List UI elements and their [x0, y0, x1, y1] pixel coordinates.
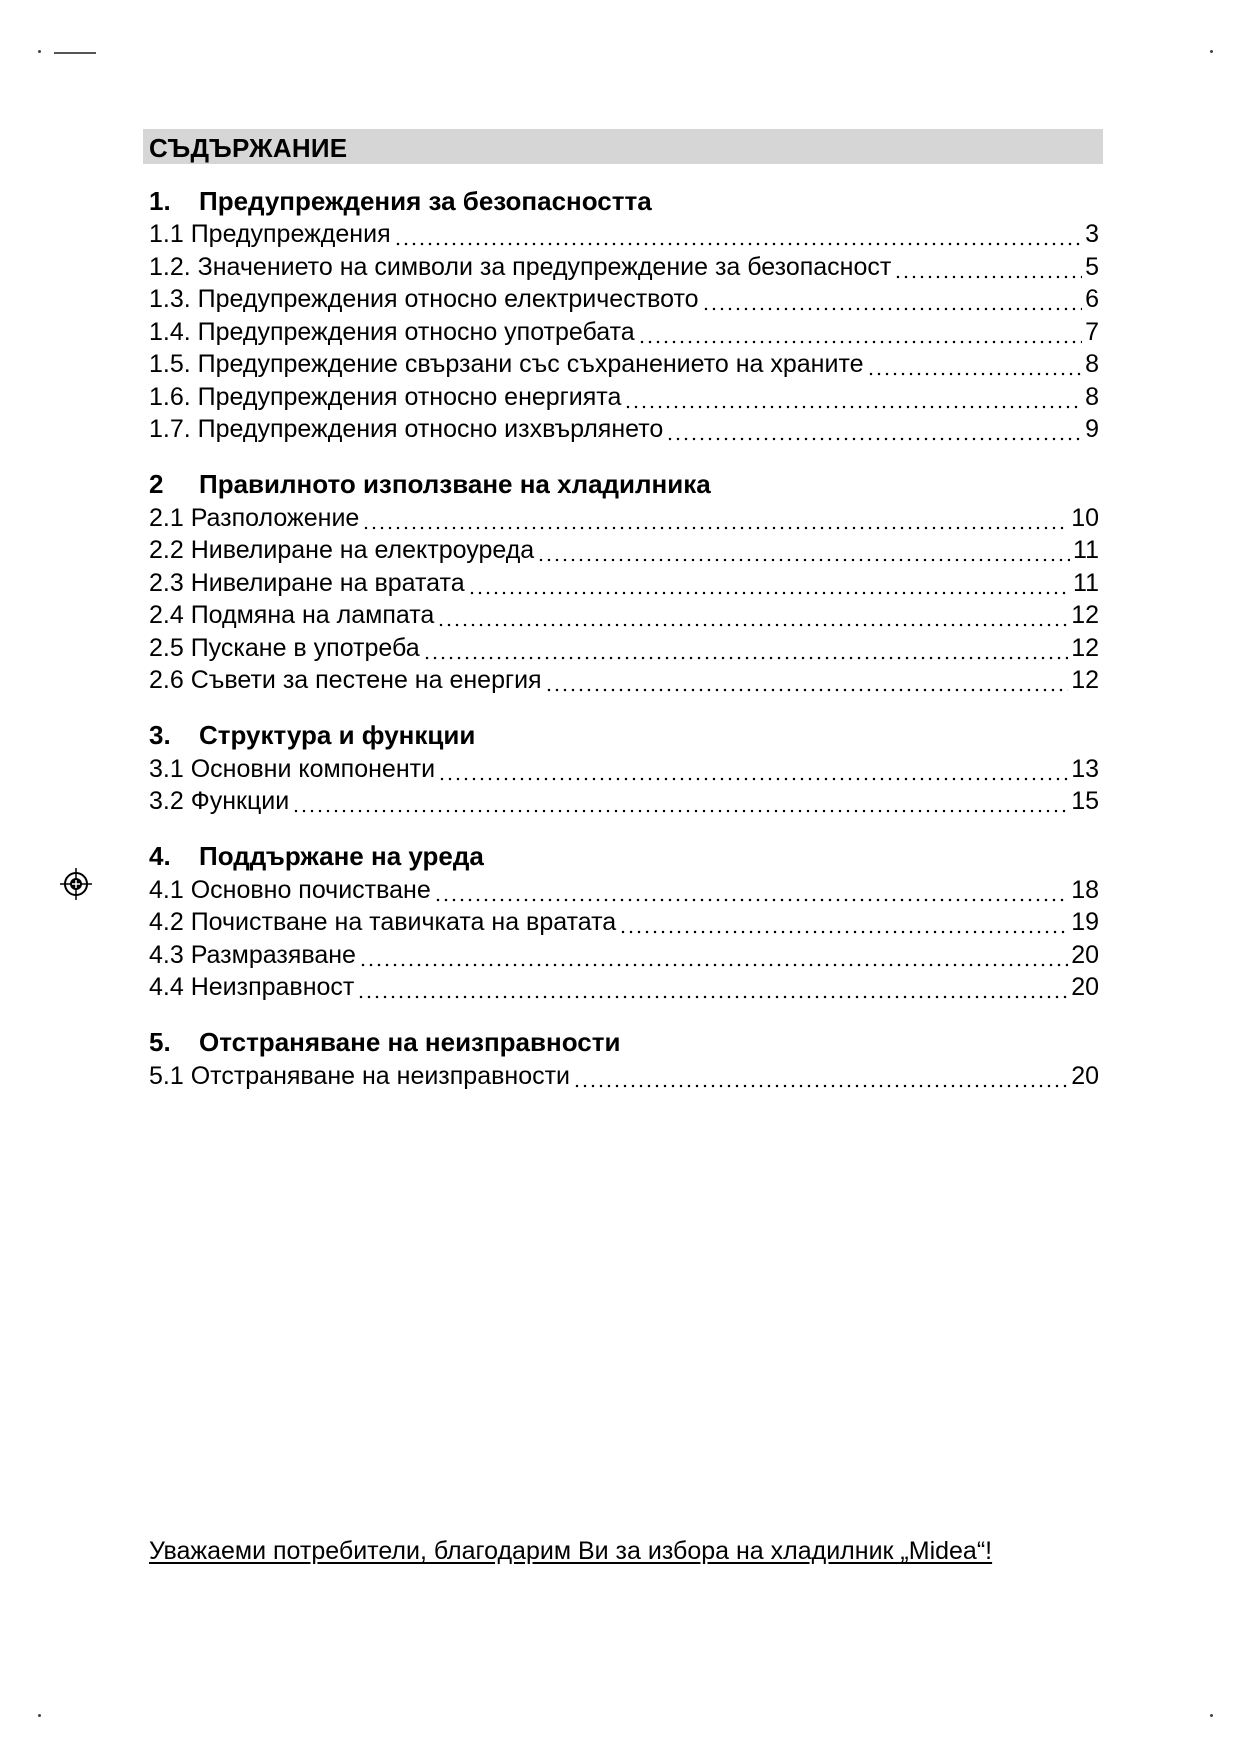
dot-leader	[292, 785, 1068, 818]
entry-page-number: 12	[1071, 633, 1099, 662]
crop-dot	[38, 1714, 41, 1717]
entry-page-number: 10	[1071, 503, 1099, 532]
section-number: 5.	[149, 1027, 171, 1057]
dot-leader	[438, 753, 1068, 786]
section-title	[149, 184, 1099, 218]
entry-page-number: 6	[1085, 285, 1099, 313]
entry-page-number: 7	[1085, 317, 1099, 346]
entry-label: 1.3. Предупреждения относно електричеството	[149, 285, 699, 313]
footer-greeting: Уважаеми потребители, благодарим Ви за избора на хладилник „Midea“!	[149, 1537, 993, 1565]
entry-label: 1.4. Предупреждения относно употребата	[149, 317, 635, 346]
section-title-text: Структура и функции	[199, 720, 476, 750]
entry-label: 3.1 Основни компоненти	[149, 754, 436, 783]
entry-label: 1.5. Предупреждение свързани със съхранението на храните	[149, 350, 864, 378]
entry-label: 2.2 Нивелиране на електроуреда	[149, 536, 535, 564]
toc-entry	[149, 348, 1099, 381]
toc-entry	[149, 534, 1099, 567]
toc-entry	[149, 218, 1099, 251]
dot-leader	[867, 348, 1083, 381]
dot-leader	[468, 567, 1070, 600]
toc-entry	[149, 283, 1099, 316]
section-title-text: Поддържане на уреда	[199, 841, 484, 871]
section-title-text: Правилното използване на хладилника	[199, 469, 711, 499]
section-number: 1.	[149, 185, 171, 216]
section-title-text: Отстраняване на неизправности	[199, 1027, 621, 1057]
crop-dot	[1210, 50, 1213, 53]
toc-entry	[149, 567, 1099, 600]
dot-leader	[362, 502, 1068, 535]
toc-entry	[149, 906, 1099, 939]
entry-page-number: 5	[1085, 252, 1099, 281]
toc-entry	[149, 939, 1099, 972]
toc-entry	[149, 785, 1099, 818]
toc-entry	[149, 316, 1099, 349]
dot-leader	[666, 413, 1082, 446]
dot-leader	[394, 218, 1082, 251]
toc-entry	[149, 664, 1099, 697]
section-number: 4.	[149, 841, 171, 871]
toc-entry	[149, 753, 1099, 786]
entry-label: 4.1 Основно почистване	[149, 875, 431, 904]
toc-section	[149, 719, 1099, 818]
dot-leader	[702, 283, 1083, 316]
entry-label: 2.3 Нивелиране на вратата	[149, 568, 465, 597]
entry-label: 2.1 Разположение	[149, 503, 360, 532]
entry-label: 2.5 Пускане в употреба	[149, 633, 420, 662]
entry-page-number: 18	[1071, 875, 1099, 904]
dot-leader	[434, 874, 1068, 907]
section-title	[149, 719, 1099, 753]
toc-entry	[149, 1060, 1099, 1093]
toc-entry	[149, 632, 1099, 665]
dot-leader	[619, 906, 1068, 939]
toc-section	[149, 468, 1099, 697]
entry-label: 2.4 Подмяна на лампата	[149, 601, 435, 629]
section-title-text: Предупреждения за безопасността	[199, 185, 652, 216]
toc-section	[149, 184, 1099, 446]
entry-page-number: 3	[1085, 220, 1099, 248]
dot-leader	[357, 971, 1068, 1004]
dot-leader	[624, 381, 1082, 414]
section-number: 2	[149, 469, 164, 499]
entry-label: 5.1 Отстраняване на неизправности	[149, 1061, 571, 1090]
toc-entry	[149, 874, 1099, 907]
toc-entry	[149, 413, 1099, 446]
entry-label: 1.6. Предупреждения относно енергията	[149, 382, 622, 411]
crop-mark-top-left	[54, 52, 96, 54]
toc-title: СЪДЪРЖАНИЕ	[149, 133, 348, 163]
entry-page-number: 20	[1071, 973, 1099, 1001]
entry-label: 2.6 Съвети за пестене на енергия	[149, 666, 542, 694]
dot-leader	[573, 1060, 1068, 1093]
entry-label: 4.3 Размразяване	[149, 940, 356, 969]
registration-mark-icon	[58, 866, 94, 902]
entry-page-number: 8	[1085, 350, 1099, 378]
entry-page-number: 12	[1071, 666, 1099, 694]
entry-label: 3.2 Функции	[149, 787, 290, 815]
section-title	[149, 468, 1099, 502]
toc-entry	[149, 381, 1099, 414]
entry-label: 1.7. Предупреждения относно изхвърлянето	[149, 415, 664, 443]
dot-leader	[359, 939, 1068, 972]
entry-label: 4.4 Неизправност	[149, 973, 355, 1001]
toc-entry	[149, 971, 1099, 1004]
entry-page-number: 20	[1071, 1061, 1099, 1090]
entry-page-number: 13	[1071, 754, 1099, 783]
dot-leader	[437, 599, 1068, 632]
section-number: 3.	[149, 720, 171, 750]
dot-leader	[638, 316, 1082, 349]
entry-page-number: 12	[1071, 601, 1099, 629]
entry-page-number: 15	[1071, 787, 1099, 815]
entry-page-number: 20	[1071, 940, 1099, 969]
section-title	[149, 840, 1099, 874]
crop-dot	[38, 50, 41, 53]
entry-page-number: 19	[1071, 908, 1099, 936]
dot-leader	[894, 251, 1082, 284]
entry-page-number: 8	[1085, 382, 1099, 411]
entry-page-number: 11	[1073, 536, 1099, 564]
toc-header	[143, 129, 1103, 164]
table-of-contents	[149, 184, 1099, 1114]
toc-section	[149, 840, 1099, 1004]
toc-entry	[149, 502, 1099, 535]
entry-label: 4.2 Почистване на тавичката на вратата	[149, 908, 617, 936]
entry-page-number: 11	[1073, 568, 1099, 597]
toc-entry	[149, 251, 1099, 284]
toc-section	[149, 1026, 1099, 1093]
entry-label: 1.1 Предупреждения	[149, 220, 391, 248]
dot-leader	[423, 632, 1069, 665]
crop-dot	[1210, 1714, 1213, 1717]
toc-entry	[149, 599, 1099, 632]
entry-label: 1.2. Значението на символи за предупреждение за безопасност	[149, 252, 892, 281]
dot-leader	[537, 534, 1070, 567]
dot-leader	[545, 664, 1069, 697]
entry-page-number: 9	[1085, 415, 1099, 443]
section-title	[149, 1026, 1099, 1060]
